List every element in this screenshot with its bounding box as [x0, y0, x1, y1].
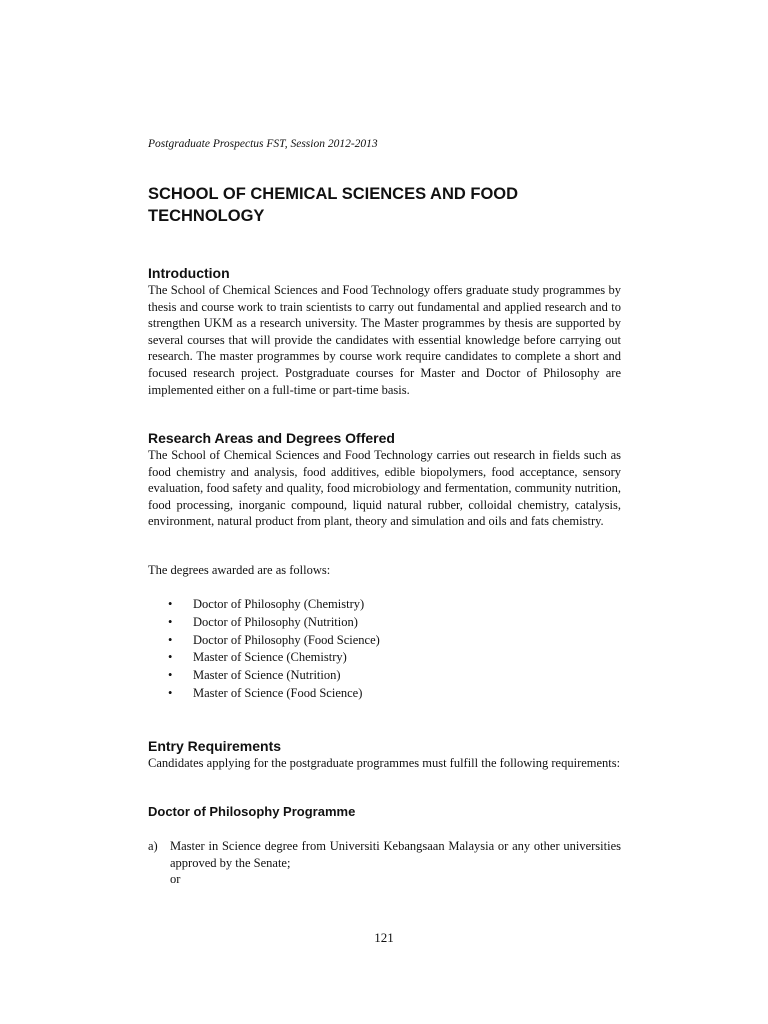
degree-label: Master of Science (Food Science)	[193, 685, 363, 700]
list-item	[168, 667, 380, 685]
bullet-icon: •	[168, 685, 173, 700]
introduction-paragraph: The School of Chemical Sciences and Food Technology offers graduate study programmes by thesis and course work to train scientists to carry out fundamental and applied research and to strengthen UKM as a research university. The Master programmes by thesis are supported by several courses that will provide the candidates with essential knowledge before carrying out research. The master programmes by course work require candidates to complete a short and focused research project. Postgraduate courses for Master and Doctor of Philosophy are implemented either on a full-time or part-time basis.	[148, 283, 621, 397]
page-number: 121	[374, 930, 394, 945]
entry-requirements-paragraph: Candidates applying for the postgraduate programmes must fulfill the following requirements:	[148, 756, 621, 770]
degree-label: Doctor of Philosophy (Nutrition)	[193, 614, 358, 629]
requirement-text: Master in Science degree from Universiti Kebangsaan Malaysia or any other universities approved by the Senate;	[170, 839, 621, 870]
bullet-icon: •	[168, 597, 173, 611]
degree-label: Doctor of Philosophy (Chemistry)	[193, 597, 365, 611]
degrees-intro: The degrees awarded are as follows:	[148, 563, 331, 577]
research-paragraph: The School of Chemical Sciences and Food Technology carries out research in fields such as food chemistry and analysis, food additives, edible biopolymers, food acceptance, sensory evaluation, food safety and quality, food microbiology and fermentation, community nutrition, food processing, inorganic compound, liquid natural rubber, colloidal chemistry, catalysis, environment, natural product from plant, theory and simulation and oils and fats chemistry.	[148, 448, 621, 529]
list-item	[168, 632, 380, 650]
degrees-list	[168, 596, 380, 703]
list-item	[168, 685, 380, 703]
phd-programme-heading: Doctor of Philosophy Programme	[148, 804, 356, 819]
list-item	[168, 614, 380, 632]
degree-label: Master of Science (Nutrition)	[193, 668, 341, 683]
introduction-heading: Introduction	[148, 265, 230, 281]
running-header: Postgraduate Prospectus FST, Session 2012-2013	[148, 138, 378, 150]
document-title: SCHOOL OF CHEMICAL SCIENCES AND FOOD TECHNOLOGY	[148, 185, 519, 225]
bullet-icon: •	[168, 668, 173, 683]
entry-requirements-heading: Entry Requirements	[148, 738, 282, 754]
requirement-letter: a)	[148, 839, 158, 853]
bullet-icon: •	[168, 614, 173, 629]
requirement-connector: or	[170, 872, 181, 886]
list-item	[168, 596, 380, 614]
degree-label: Master of Science (Chemistry)	[193, 650, 347, 665]
bullet-icon: •	[168, 650, 173, 665]
degree-label: Doctor of Philosophy (Food Science)	[193, 632, 380, 647]
research-heading: Research Areas and Degrees Offered	[148, 430, 395, 446]
bullet-icon: •	[168, 632, 173, 647]
list-item	[168, 649, 380, 667]
